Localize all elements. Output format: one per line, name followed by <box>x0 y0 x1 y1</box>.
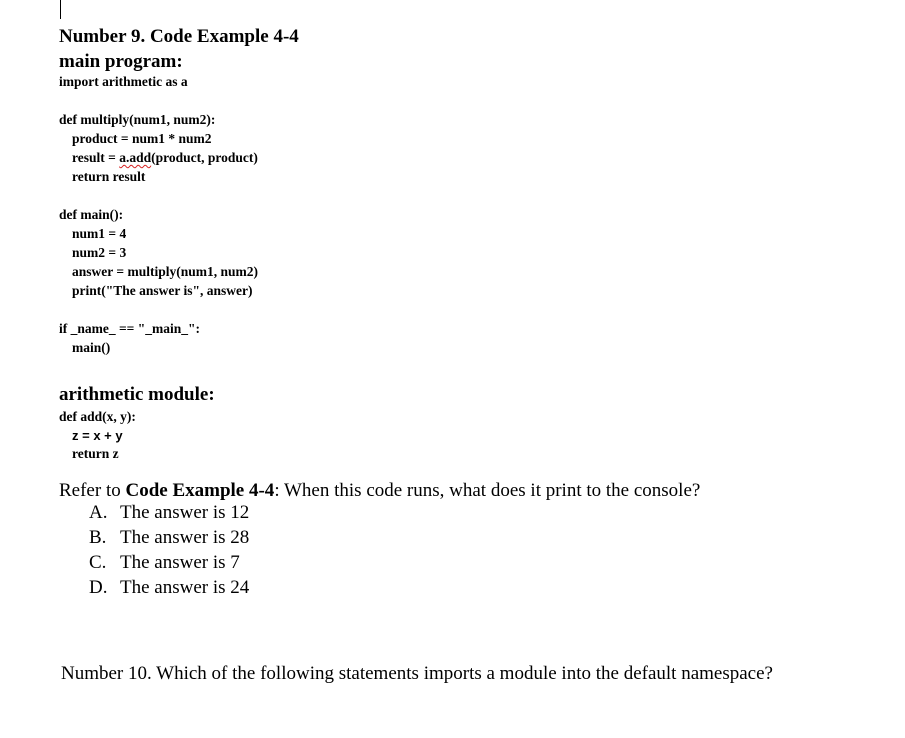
text-cursor <box>60 0 61 19</box>
option-letter: D. <box>89 577 108 598</box>
question-10-prompt: Number 10. Which of the following statements imports a module into the default namespace? <box>61 663 773 684</box>
answer-option-c <box>89 552 240 574</box>
question-reference: Code Example 4-4 <box>125 480 275 501</box>
code-result-suffix: (product, product) <box>151 150 258 165</box>
code-line-result <box>72 148 258 167</box>
spellcheck-flagged-call: a.add <box>119 150 152 165</box>
option-letter: C. <box>89 552 107 573</box>
option-text: The answer is 28 <box>120 527 250 548</box>
main-program-heading: main program: <box>59 51 183 72</box>
option-letter: B. <box>89 527 107 548</box>
question-9-title: Number 9. Code Example 4-4 <box>59 26 299 47</box>
option-letter: A. <box>89 502 108 523</box>
arithmetic-module-heading: arithmetic module: <box>59 384 215 405</box>
code-line-z-assign: z = x + y <box>72 428 123 443</box>
code-line-import: import arithmetic as a <box>59 74 188 89</box>
code-line-def-add: def add(x, y): <box>59 409 136 424</box>
answer-option-b <box>89 527 249 549</box>
code-line-answer: answer = multiply(num1, num2) <box>72 264 258 279</box>
code-line-return-result: return result <box>72 169 146 184</box>
question-9-prompt <box>59 480 700 502</box>
option-text: The answer is 7 <box>120 552 240 573</box>
code-line-return-z: return z <box>72 446 119 461</box>
question-prefix: Refer to <box>59 480 126 501</box>
code-result-prefix: result = <box>72 150 120 165</box>
code-line-def-multiply: def multiply(num1, num2): <box>59 112 216 127</box>
code-line-def-main: def main(): <box>59 207 124 222</box>
code-line-print: print("The answer is", answer) <box>72 283 253 298</box>
answer-option-d <box>89 577 249 599</box>
answer-option-a <box>89 502 249 524</box>
code-line-num1: num1 = 4 <box>72 226 127 241</box>
option-text: The answer is 12 <box>120 502 250 523</box>
code-line-num2: num2 = 3 <box>72 245 127 260</box>
code-line-if-name: if _name_ == "_main_": <box>59 321 200 336</box>
question-suffix: : When this code runs, what does it print to the console? <box>274 480 701 501</box>
option-text: The answer is 24 <box>120 577 250 598</box>
code-line-product: product = num1 * num2 <box>72 131 212 146</box>
code-line-call-main: main() <box>72 340 111 355</box>
